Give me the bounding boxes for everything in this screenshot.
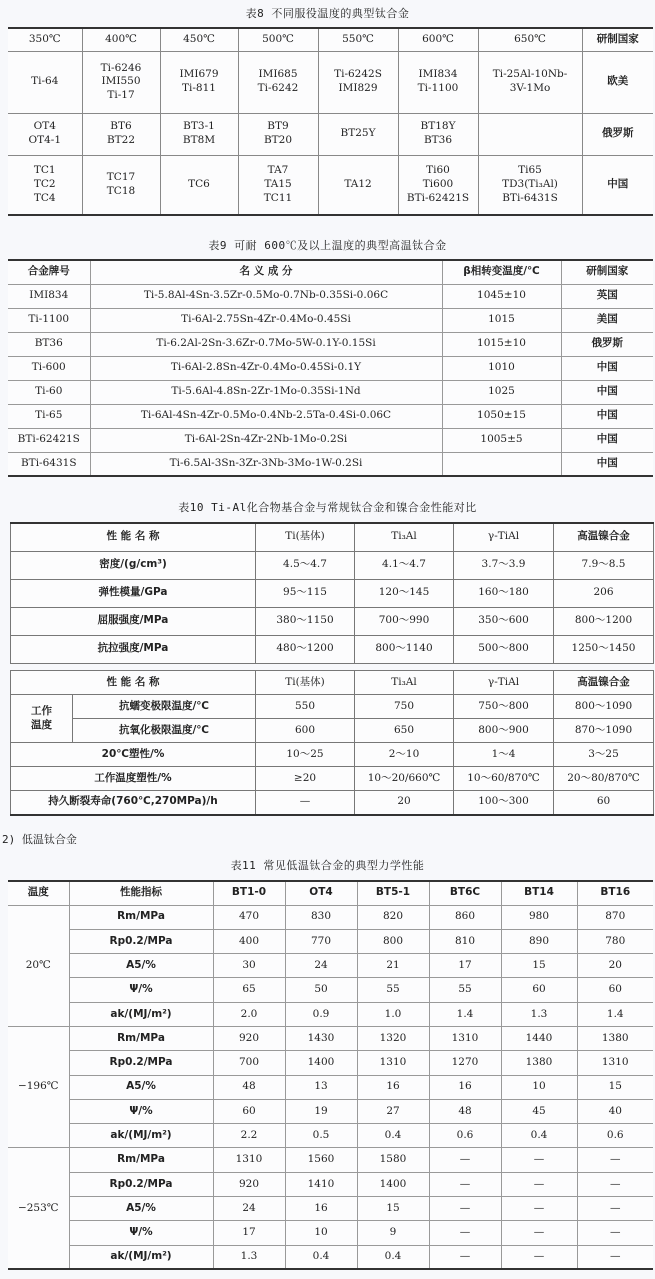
property-cell: 抗拉强度/MPa (11, 635, 256, 663)
table-cell: TA12 (318, 155, 398, 215)
table-cell: 20 (355, 791, 454, 815)
table-cell: 1560 (285, 1148, 357, 1172)
table-cell: 1.4 (577, 1002, 653, 1026)
table-cell: 4.5～4.7 (256, 551, 355, 579)
table-row (11, 743, 654, 767)
table-row (8, 356, 653, 380)
table10-header: 高温镍合金 (554, 523, 654, 551)
table-cell: 15 (501, 954, 577, 978)
table-cell: 10～60/870℃ (454, 767, 554, 791)
table-cell: 920 (213, 1026, 285, 1050)
table-cell: 40 (577, 1099, 653, 1123)
table-cell: 350～600 (454, 607, 554, 635)
table-row (8, 308, 653, 332)
table-cell: 65 (213, 978, 285, 1002)
property-cell: 弹性模量/GPa (11, 579, 256, 607)
table-cell: 600 (256, 719, 355, 743)
table-cell: 10～25 (256, 743, 355, 767)
table-cell: 55 (429, 978, 501, 1002)
table-cell: — (577, 1172, 653, 1196)
table-cell: 0.6 (577, 1124, 653, 1148)
table-cell: 17 (429, 954, 501, 978)
table11-header: BT1-0 (213, 881, 285, 905)
table-cell: 380～1150 (256, 607, 355, 635)
table-cell: 1250～1450 (554, 635, 654, 663)
table-row (8, 452, 653, 476)
table8-header: 600℃ (398, 28, 478, 51)
table-cell: 13 (285, 1075, 357, 1099)
table10-header: γ-TiAl (454, 523, 554, 551)
table-cell: 美国 (561, 308, 653, 332)
table-cell: 55 (357, 978, 429, 1002)
property-cell: 抗氧化极限温度/℃ (73, 719, 256, 743)
table-cell: TC6 (160, 155, 238, 215)
table-cell: — (256, 791, 355, 815)
table-cell: 0.4 (357, 1124, 429, 1148)
table-cell: 中国 (561, 428, 653, 452)
table-cell: ≥20 (256, 767, 355, 791)
table-cell: 中国 (561, 356, 653, 380)
table-cell: 206 (554, 579, 654, 607)
table-cell: — (429, 1221, 501, 1245)
table-cell: Ti-6Al-2.75Sn-4Zr-0.4Mo-0.45Si (90, 308, 442, 332)
table-row (11, 767, 654, 791)
table-cell: 1270 (429, 1051, 501, 1075)
table-cell: 1.3 (501, 1002, 577, 1026)
table-cell: IMI834 Ti-1100 (398, 51, 478, 113)
table8-header: 350℃ (8, 28, 82, 51)
table-cell: 980 (501, 905, 577, 929)
table-cell: 48 (213, 1075, 285, 1099)
table-row (8, 1002, 653, 1026)
table-cell: BT36 (8, 332, 90, 356)
property-cell: 屈服强度/MPa (11, 607, 256, 635)
table-cell: — (429, 1148, 501, 1172)
table-row (8, 1075, 653, 1099)
table-cell: 45 (501, 1099, 577, 1123)
table-cell: 1005±5 (442, 428, 561, 452)
temperature-cell: −253℃ (8, 1148, 69, 1269)
table-row (8, 284, 653, 308)
table11-header: BT14 (501, 881, 577, 905)
table-row (8, 929, 653, 953)
section-heading: 2) 低温钛合金 (2, 833, 77, 846)
table-cell: 750～800 (454, 695, 554, 719)
table-cell: 800～900 (454, 719, 554, 743)
table-cell: 0.4 (501, 1124, 577, 1148)
table-cell: 1310 (577, 1051, 653, 1075)
table9-header: 名 义 成 分 (90, 260, 442, 284)
table10-header: Ti₃Al (355, 671, 454, 695)
metric-cell: ak/(MJ/m²) (69, 1245, 213, 1269)
table9-header: 合金牌号 (8, 260, 90, 284)
table-cell: 1015 (442, 308, 561, 332)
table-cell: 16 (285, 1197, 357, 1221)
table-cell: 810 (429, 929, 501, 953)
table-cell: — (501, 1221, 577, 1245)
table-row (8, 1026, 653, 1050)
table-cell: BT18Y BT36 (398, 113, 478, 155)
table-row (11, 695, 654, 719)
table-cell: TA7 TA15 TC11 (238, 155, 318, 215)
table8-caption: 表8 不同服役温度的典型钛合金 (245, 7, 410, 20)
table8-header: 400℃ (82, 28, 160, 51)
table10-header: Ti(基体) (256, 523, 355, 551)
table-cell: 1310 (357, 1051, 429, 1075)
table9-caption: 表9 可耐 600℃及以上温度的典型高温钛合金 (208, 239, 447, 252)
temperature-cell: 20℃ (8, 905, 69, 1026)
table-cell: 2.0 (213, 1002, 285, 1026)
table-row (8, 1221, 653, 1245)
table-cell: 0.4 (285, 1245, 357, 1269)
table-row (8, 1099, 653, 1123)
table-cell: Ti-6Al-2.8Sn-4Zr-0.4Mo-0.45Si-0.1Y (90, 356, 442, 380)
table-cell: Ti60 Ti600 BTi-62421S (398, 155, 478, 215)
country-cell: 欧美 (582, 51, 653, 113)
table10-caption: 表10 Ti-Al化合物基合金与常规钛合金和镍合金性能对比 (178, 501, 477, 514)
table10-bottom (10, 670, 654, 816)
table-row (8, 978, 653, 1002)
table-cell: Ti-6242S IMI829 (318, 51, 398, 113)
table-cell: 俄罗斯 (561, 332, 653, 356)
property-cell: 密度/(g/cm³) (11, 551, 256, 579)
table-cell: 1430 (285, 1026, 357, 1050)
table-cell: — (501, 1148, 577, 1172)
table-cell: 10 (501, 1075, 577, 1099)
table-cell: 700～990 (355, 607, 454, 635)
metric-cell: A5/% (69, 954, 213, 978)
metric-cell: Rp0.2/MPa (69, 1172, 213, 1196)
table-cell: — (501, 1172, 577, 1196)
metric-cell: Ψ/% (69, 1221, 213, 1245)
table-cell: 830 (285, 905, 357, 929)
table-row (8, 155, 653, 215)
table-cell: 中国 (561, 404, 653, 428)
table-cell: 21 (357, 954, 429, 978)
table-cell: 17 (213, 1221, 285, 1245)
table-cell: 3.7～3.9 (454, 551, 554, 579)
table8-header-row (8, 28, 653, 51)
table-cell: 95～115 (256, 579, 355, 607)
table-cell: — (429, 1197, 501, 1221)
table-cell: 1320 (357, 1026, 429, 1050)
metric-cell: Rm/MPa (69, 905, 213, 929)
table-cell: 9 (357, 1221, 429, 1245)
table11-caption: 表11 常见低温钛合金的典型力学性能 (230, 859, 425, 872)
table-cell: Ti-25Al-10Nb- 3V-1Mo (478, 51, 582, 113)
table8 (8, 27, 653, 216)
table-cell: 750 (355, 695, 454, 719)
table-cell: BT3-1 BT8M (160, 113, 238, 155)
table-cell: 3～25 (554, 743, 654, 767)
table-cell: 1310 (213, 1148, 285, 1172)
table-cell: 15 (577, 1075, 653, 1099)
table-cell: 10～20/660℃ (355, 767, 454, 791)
table-cell: 1380 (501, 1051, 577, 1075)
table9-header: β相转变温度/℃ (442, 260, 561, 284)
table-cell: — (429, 1172, 501, 1196)
property-cell: 20℃塑性/% (11, 743, 256, 767)
metric-cell: Rp0.2/MPa (69, 929, 213, 953)
table-cell: OT4 OT4-1 (8, 113, 82, 155)
table-cell: TC1 TC2 TC4 (8, 155, 82, 215)
table10-header: γ-TiAl (454, 671, 554, 695)
table-cell: 2.2 (213, 1124, 285, 1148)
table-cell: — (577, 1245, 653, 1269)
table-cell: — (501, 1245, 577, 1269)
table-cell: 48 (429, 1099, 501, 1123)
table-row (8, 1197, 653, 1221)
table-row (11, 551, 654, 579)
table-cell: 700 (213, 1051, 285, 1075)
table-cell: 100～300 (454, 791, 554, 815)
table-cell: 0.9 (285, 1002, 357, 1026)
table-row (8, 1148, 653, 1172)
table-cell: 1310 (429, 1026, 501, 1050)
table-cell: 800～1090 (554, 695, 654, 719)
table10-header-row (11, 671, 654, 695)
table-cell: 1025 (442, 380, 561, 404)
table-cell: 800～1200 (554, 607, 654, 635)
table-cell: 780 (577, 929, 653, 953)
table-cell: 60 (501, 978, 577, 1002)
table-cell: — (429, 1245, 501, 1269)
table-cell: 470 (213, 905, 285, 929)
table-cell: 800 (357, 929, 429, 953)
table-cell: Ti-6Al-2Sn-4Zr-2Nb-1Mo-0.2Si (90, 428, 442, 452)
table-cell: 7.9～8.5 (554, 551, 654, 579)
table-cell: Ti-6.2Al-2Sn-3.6Zr-0.7Mo-5W-0.1Y-0.15Si (90, 332, 442, 356)
table-row (8, 1172, 653, 1196)
table-row (8, 1245, 653, 1269)
table11-header: BT6C (429, 881, 501, 905)
table-row (8, 113, 653, 155)
property-cell: 持久断裂寿命(760℃,270MPa)/h (11, 791, 256, 815)
table-cell: 4.1～4.7 (355, 551, 454, 579)
table-cell: 20～80/870℃ (554, 767, 654, 791)
table-cell: Ti-65 (8, 404, 90, 428)
table-row (8, 954, 653, 978)
table-row (11, 791, 654, 815)
table-cell: Ti-600 (8, 356, 90, 380)
table11-header: BT5-1 (357, 881, 429, 905)
table-row (11, 719, 654, 743)
table-cell: 0.4 (357, 1245, 429, 1269)
table-row (8, 428, 653, 452)
table-row (8, 380, 653, 404)
table-cell: 20 (577, 954, 653, 978)
table-cell: BT25Y (318, 113, 398, 155)
table-cell: 16 (429, 1075, 501, 1099)
table-cell: 550 (256, 695, 355, 719)
metric-cell: Rm/MPa (69, 1148, 213, 1172)
table-cell: IMI679 Ti-811 (160, 51, 238, 113)
table-cell: 1.3 (213, 1245, 285, 1269)
table-cell: 10 (285, 1221, 357, 1245)
table-cell: 1～4 (454, 743, 554, 767)
table-cell: Ti65 TD3(Ti₃Al) BTi-6431S (478, 155, 582, 215)
table9-header-row (8, 260, 653, 284)
table-cell: 0.6 (429, 1124, 501, 1148)
table-cell: 1440 (501, 1026, 577, 1050)
table-cell (442, 452, 561, 476)
table-cell: 1400 (357, 1172, 429, 1196)
table-cell: 16 (357, 1075, 429, 1099)
table-cell: Ti-6246 IMI550 Ti-17 (82, 51, 160, 113)
table-cell: IMI685 Ti-6242 (238, 51, 318, 113)
table-row (11, 579, 654, 607)
table-cell: 160～180 (454, 579, 554, 607)
table10-header: 性 能 名 称 (11, 671, 256, 695)
table11-header: BT16 (577, 881, 653, 905)
table-cell: 1050±15 (442, 404, 561, 428)
country-cell: 中国 (582, 155, 653, 215)
table-cell: 中国 (561, 452, 653, 476)
group-label-cell: 工作 温度 (11, 695, 73, 743)
table-cell: Ti-64 (8, 51, 82, 113)
table-cell: 120～145 (355, 579, 454, 607)
table8-header: 450℃ (160, 28, 238, 51)
table8-header: 650℃ (478, 28, 582, 51)
table-cell: IMI834 (8, 284, 90, 308)
table-cell: 中国 (561, 380, 653, 404)
metric-cell: Rp0.2/MPa (69, 1051, 213, 1075)
table-cell: Ti-60 (8, 380, 90, 404)
country-cell: 俄罗斯 (582, 113, 653, 155)
table-cell: — (577, 1221, 653, 1245)
table-cell: 1400 (285, 1051, 357, 1075)
table-cell: 1010 (442, 356, 561, 380)
table10-header-row (11, 523, 654, 551)
table-cell: 1015±10 (442, 332, 561, 356)
table-cell: — (501, 1197, 577, 1221)
table-cell: 1045±10 (442, 284, 561, 308)
table-cell: 60 (213, 1099, 285, 1123)
table11-header-row (8, 881, 653, 905)
table-cell: — (577, 1197, 653, 1221)
table-cell: BT9 BT20 (238, 113, 318, 155)
table-cell: 890 (501, 929, 577, 953)
table-cell: 1410 (285, 1172, 357, 1196)
table-cell: TC17 TC18 (82, 155, 160, 215)
table-cell: Ti-6Al-4Sn-4Zr-0.5Mo-0.4Nb-2.5Ta-0.4Si-0.06C (90, 404, 442, 428)
table8-header: 研制国家 (582, 28, 653, 51)
table-cell: Ti-5.8Al-4Sn-3.5Zr-0.5Mo-0.7Nb-0.35Si-0.06C (90, 284, 442, 308)
table-cell: Ti-5.6Al-4.8Sn-2Zr-1Mo-0.35Si-1Nd (90, 380, 442, 404)
table-cell: 1.4 (429, 1002, 501, 1026)
table-cell: 英国 (561, 284, 653, 308)
table10-header: 高温镍合金 (554, 671, 654, 695)
table-cell: 480～1200 (256, 635, 355, 663)
table-cell: 820 (357, 905, 429, 929)
table11-body (8, 905, 653, 1269)
table-row (8, 1124, 653, 1148)
table-row (8, 1051, 653, 1075)
property-cell: 工作温度塑性/% (11, 767, 256, 791)
metric-cell: ak/(MJ/m²) (69, 1124, 213, 1148)
table8-header: 550℃ (318, 28, 398, 51)
metric-cell: Ψ/% (69, 1099, 213, 1123)
table-cell: 650 (355, 719, 454, 743)
table-cell: 27 (357, 1099, 429, 1123)
table-cell: 1580 (357, 1148, 429, 1172)
table-cell: 30 (213, 954, 285, 978)
table11-header: OT4 (285, 881, 357, 905)
table-cell: 800～1140 (355, 635, 454, 663)
table-cell: 2～10 (355, 743, 454, 767)
table-cell: 1.0 (357, 1002, 429, 1026)
table-cell: 60 (554, 791, 654, 815)
table11-header: 温度 (8, 881, 69, 905)
table8-header: 500℃ (238, 28, 318, 51)
table-row (11, 635, 654, 663)
table-cell: 770 (285, 929, 357, 953)
table-cell: BTi-62421S (8, 428, 90, 452)
temperature-cell: −196℃ (8, 1026, 69, 1147)
table-row (8, 51, 653, 113)
table-cell: 870 (577, 905, 653, 929)
table-cell: 19 (285, 1099, 357, 1123)
table-cell: BT6 BT22 (82, 113, 160, 155)
property-cell: 抗蠕变极限温度/℃ (73, 695, 256, 719)
table-cell: 400 (213, 929, 285, 953)
table-cell: 500～800 (454, 635, 554, 663)
table-cell: 60 (577, 978, 653, 1002)
table-cell: Ti-6.5Al-3Sn-3Zr-3Nb-3Mo-1W-0.2Si (90, 452, 442, 476)
table-cell: 50 (285, 978, 357, 1002)
table10-header: Ti₃Al (355, 523, 454, 551)
table-cell: 24 (213, 1197, 285, 1221)
table-cell: — (577, 1148, 653, 1172)
table-cell: 15 (357, 1197, 429, 1221)
table-cell: 24 (285, 954, 357, 978)
metric-cell: ak/(MJ/m²) (69, 1002, 213, 1026)
table9 (8, 259, 653, 477)
table-cell: 920 (213, 1172, 285, 1196)
table-cell: 870～1090 (554, 719, 654, 743)
table10-header: Ti(基体) (256, 671, 355, 695)
table-row (8, 332, 653, 356)
table10-top (10, 522, 654, 664)
table-cell: 0.5 (285, 1124, 357, 1148)
table11-header: 性能指标 (69, 881, 213, 905)
table-cell: BTi-6431S (8, 452, 90, 476)
table-row (11, 607, 654, 635)
table-row (8, 404, 653, 428)
table9-header: 研制国家 (561, 260, 653, 284)
metric-cell: A5/% (69, 1075, 213, 1099)
metric-cell: Rm/MPa (69, 1026, 213, 1050)
table-cell (478, 113, 582, 155)
metric-cell: Ψ/% (69, 978, 213, 1002)
table-cell: Ti-1100 (8, 308, 90, 332)
metric-cell: A5/% (69, 1197, 213, 1221)
table-cell: 860 (429, 905, 501, 929)
table-cell: 1380 (577, 1026, 653, 1050)
table-row (8, 905, 653, 929)
table11 (8, 880, 653, 1270)
table10-header: 性 能 名 称 (11, 523, 256, 551)
